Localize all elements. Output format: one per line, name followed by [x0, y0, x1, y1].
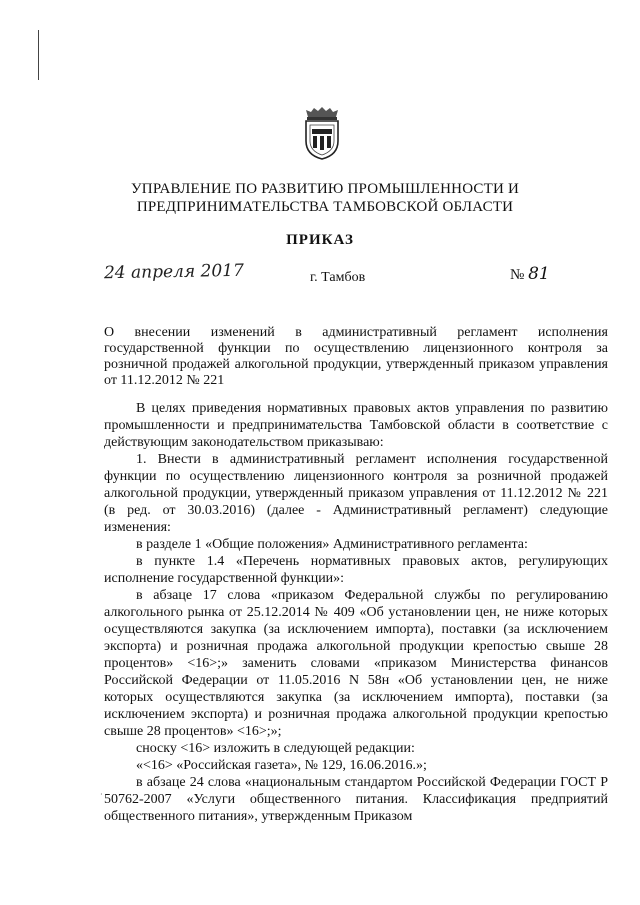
coat-of-arms-icon [300, 105, 344, 161]
city: г. Тамбов [310, 270, 366, 285]
body-paragraph: сноску <16> изложить в следующей редакции: [136, 741, 415, 756]
document-type: ПРИКАЗ [286, 232, 354, 248]
body-paragraph: В целях приведения нормативных правовых актов управления по развитию промышленности и предпринимательства Тамбовской области в соответствие с действующим законодательством приказываю: [104, 401, 608, 450]
body-paragraph: в абзаце 24 слова «национальным стандартом Российской Федерации ГОСТ Р 50762-2007 «Услуги общественного питания. Классификация предприятий общественного питания», утвержденным Приказом [104, 775, 608, 824]
document-subject: О внесении изменений в административный регламент исполнения государственной функции по осуществлению лицензионного контроля за розничной продажей алкогольной продукции, утвержденный приказом управления от 11.12.2012 № 221 [104, 325, 608, 388]
margin-mark [38, 30, 39, 80]
handwritten-date: 24 апреля 2017 [103, 260, 244, 284]
document-body [104, 400, 608, 825]
document-number [510, 264, 550, 284]
body-paragraph: 1. Внести в административный регламент исполнения государственной функции по осуществлению лицензионного контроля за розничной продажей алкогольной продукции, утвержденный приказом управления от 11.12.2012 № 221 (в ред. от 30.03.2016) (далее - Административный регламент) следующие изменения: [104, 452, 608, 535]
body-paragraph: в пункте 1.4 «Перечень нормативных правовых актов, регулирующих исполнение государственной функции»: [104, 554, 608, 586]
body-paragraph: «<16> «Российская газета», № 129, 16.06.2016.»; [136, 758, 427, 773]
organization-title [100, 180, 550, 216]
body-paragraph: в разделе 1 «Общие положения» Административного регламента: [136, 537, 528, 552]
body-paragraph: в абзаце 17 слова «приказом Федеральной службы по регулированию алкогольного рынка от 25.12.2014 № 409 «Об установлении цен, не ниже которых осуществляются закупка (за исключением импорта), поставки (за исключением экспорта) и розничная продажа алкогольной продукции крепостью свыше 28 процентов» <16>;» заменить словами «приказом Министерства финансов Российской Федерации от 11.05.2016 N 58н «Об установлении цен, не ниже которых осуществляются закупка (за исключением импорта), поставки (за исключением экспорта) и розничная продажа алкогольной продукции крепостью свыше 28 процентов» <16>;»; [104, 588, 608, 739]
number-label: № [510, 267, 525, 283]
handwritten-number: 81 [528, 264, 550, 284]
org-title-line1: УПРАВЛЕНИЕ ПО РАЗВИТИЮ ПРОМЫШЛЕННОСТИ И [130, 181, 519, 197]
org-title-line2: ПРЕДПРИНИМАТЕЛЬСТВА ТАМБОВСКОЙ ОБЛАСТИ [136, 199, 514, 215]
margin-dot: · [100, 790, 103, 799]
